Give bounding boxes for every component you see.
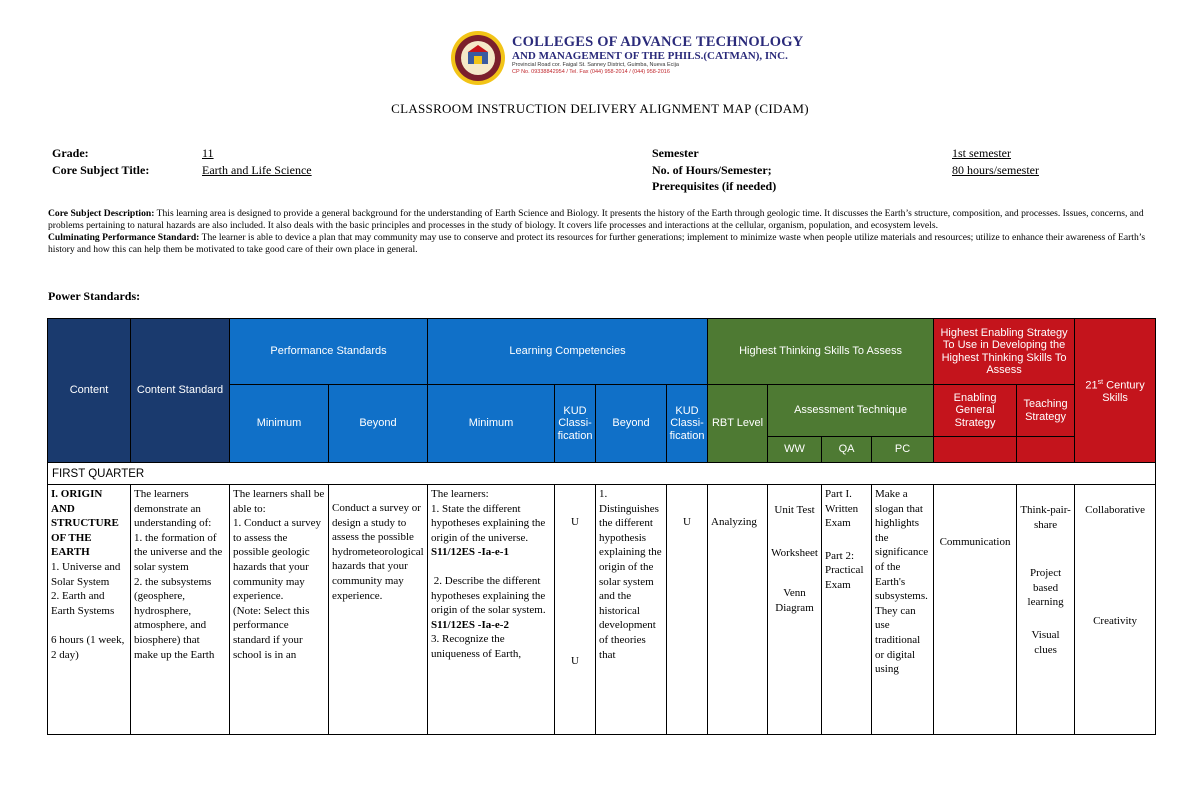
cell-content-standard <box>131 485 230 735</box>
header-teaching-blank <box>1017 437 1075 463</box>
school-logo <box>450 30 804 86</box>
lc-code-1: S11/12ES -Ia-e-1 <box>431 546 509 559</box>
semester-label: Semester <box>652 146 699 160</box>
cell-qa <box>822 485 872 735</box>
century-suffix: Century Skills <box>1102 379 1145 404</box>
cell-kud-beyond <box>667 485 708 735</box>
core-description-text: This learning area is designed to provide a general background for the understanding of Earth Science and Biology. It presents the history of the Earth through geologic time. It discusses the Earth’s structure, composition, and processes. Issues, concerns, and problems pertaining to natural hazards are also included. It also deals with the basic principles and processes in the study of biology. It covers life processes and interactions at the cellular, organism, population, and ecosystem levels. <box>48 208 1144 231</box>
semester-value: 1st semester <box>952 146 1011 160</box>
cell-teaching-strategy <box>1017 485 1075 735</box>
teaching-item-2: Project based learning <box>1027 567 1064 609</box>
cell-kud-minimum <box>555 485 596 735</box>
grade-label: Grade: <box>52 146 89 160</box>
qa-item-1: Part I. Written Exam <box>825 488 861 530</box>
cell-lc-beyond <box>596 485 667 735</box>
core-description-label: Core Subject Description: <box>48 208 155 219</box>
qa-item-2: Part 2: Practical Exam <box>825 549 867 591</box>
kud-beyond: U <box>683 516 691 528</box>
cell-century-skills <box>1075 485 1156 735</box>
rbt-level-text: Analyzing <box>711 516 757 528</box>
header-performance-standards: Performance Standards <box>230 319 428 385</box>
header-highest-enabling-strategy: Highest Enabling Strategy To Use in Developing the Highest Thinking Skills To Assess <box>934 319 1075 385</box>
quarter-label: FIRST QUARTER <box>48 463 1156 485</box>
prerequisites-label: Prerequisites (if needed) <box>652 179 777 193</box>
ps-beyond-text: Conduct a survey or design a study to assess the possible hydrometeorological hazards that your community may experience. <box>332 502 427 602</box>
header-century-skills <box>1075 319 1156 463</box>
header-kud-beyond: KUD Classi-fication <box>667 385 708 463</box>
culminating-standard-label: Culminating Performance Standard: <box>48 232 200 243</box>
culminating-standard-text: The learner is able to device a plan that may community may use to conserve and protect its resources for further generations; implement to minimize waste when people utilize materials and resources; utilize to enhance their awareness of Earth’s history and how this can help them be motivated to take good care of their own place in general. <box>48 232 1146 255</box>
cell-ps-minimum <box>230 485 329 735</box>
header-lc-beyond: Beyond <box>596 385 667 463</box>
grade-value: 11 <box>202 146 214 160</box>
cidam-table <box>47 318 1156 735</box>
content-standard-text: The learners demonstrate an understanding of: 1. the formation of the universe and the solar system 2. the subsystems (geosphere, hydrosphere, atmosphere, and biosphere) that make up the Earth <box>134 488 223 661</box>
cell-content <box>48 485 131 735</box>
header-learning-competencies: Learning Competencies <box>428 319 708 385</box>
header-kud-minimum: KUD Classi-fication <box>555 385 596 463</box>
lc-item-3: 3. Recognize the uniqueness of Earth, <box>431 633 522 660</box>
lc-item-1: 1. State the different hypotheses explaining the origin of the universe. <box>431 502 549 544</box>
school-seal-icon <box>450 30 506 86</box>
cell-enabling-strategy <box>934 485 1017 735</box>
kud-2: U <box>571 654 579 667</box>
cell-lc-minimum <box>428 485 555 735</box>
cell-pc <box>872 485 934 735</box>
pc-text: Make a slogan that highlights the significance of the Earth's subsystems. They can use traditional or digital using <box>875 488 931 676</box>
lc-item-2: 2. Describe the different hypotheses explaining the origin of the solar system. <box>431 574 549 617</box>
header-lc-minimum: Minimum <box>428 385 555 463</box>
header-rbt-level: RBT Level <box>708 385 768 463</box>
header-enabling-general-strategy: Enabling General Strategy <box>934 385 1017 437</box>
header-assessment-technique: Assessment Technique <box>768 385 934 437</box>
lc-intro: The learners: <box>431 488 489 500</box>
subject-label: Core Subject Title: <box>52 163 150 177</box>
header-highest-thinking-skills: Highest Thinking Skills To Assess <box>708 319 934 385</box>
teaching-item-3: Visual clues <box>1031 628 1063 656</box>
skills-item-2: Creativity <box>1093 614 1138 627</box>
century-sup: st <box>1097 378 1104 386</box>
ww-item-3: Venn Diagram <box>775 587 814 614</box>
logo-contact: CP No. 09338842954 / Tel. Fax (044) 958-2014 / (044) 958-2016 <box>512 69 670 75</box>
skills-item-1: Collaborative <box>1085 504 1145 516</box>
hours-value: 80 hours/semester <box>952 163 1039 177</box>
ww-item-2: Worksheet <box>771 546 818 559</box>
cell-ww <box>768 485 822 735</box>
lc-code-2: S11/12ES -Ia-e-2 <box>431 618 509 631</box>
logo-address: Provincial Road cor. Faigal St. Sanney District, Guimba, Nueva Ecija <box>512 62 679 68</box>
ps-minimum-text: The learners shall be able to: 1. Conduct a survey to assess the possible geologic hazards that your community may experience. (Note: Select this performance standard if your school is in an <box>233 488 325 661</box>
cell-ps-beyond <box>329 485 428 735</box>
header-enabling-blank <box>934 437 1017 463</box>
header-pc: PC <box>872 437 934 463</box>
power-standards-heading: Power Standards: <box>48 289 141 303</box>
lc-beyond-text: 1. Distinguishes the different hypothesis explaining the origin of the solar system and the historical development of theories that <box>599 488 665 661</box>
header-content: Content <box>48 319 131 463</box>
header-ps-beyond: Beyond <box>329 385 428 463</box>
cell-rbt-level <box>708 485 768 735</box>
kud-1: U <box>571 516 579 528</box>
header-teaching-strategy: Teaching Strategy <box>1017 385 1075 437</box>
header-content-standard: Content Standard <box>131 319 230 463</box>
enabling-strategy-text: Communication <box>939 536 1011 548</box>
teaching-item-1: Think-pair-share <box>1020 504 1071 531</box>
header-qa: QA <box>822 437 872 463</box>
content-details: 1. Universe and Solar System 2. Earth and Earth Systems 6 hours (1 week, 2 day) <box>51 560 125 661</box>
century-prefix: 21 <box>1085 379 1098 392</box>
ww-item-1: Unit Test <box>774 504 815 516</box>
logo-school-name: COLLEGES OF ADVANCE TECHNOLOGY <box>512 34 804 50</box>
table-row <box>48 485 1156 735</box>
header-ww: WW <box>768 437 822 463</box>
header-ps-minimum: Minimum <box>230 385 329 463</box>
subject-value: Earth and Life Science <box>202 163 312 177</box>
document-title: CLASSROOM INSTRUCTION DELIVERY ALIGNMENT MAP (CIDAM) <box>391 101 809 116</box>
content-topic: I. ORIGIN AND STRUCTURE OF THE EARTH <box>51 488 122 559</box>
logo-school-subname: AND MANAGEMENT OF THE PHILS.(CATMAN), INC. <box>512 50 788 62</box>
subject-description <box>48 208 1158 256</box>
hours-label: No. of Hours/Semester; <box>652 163 772 177</box>
